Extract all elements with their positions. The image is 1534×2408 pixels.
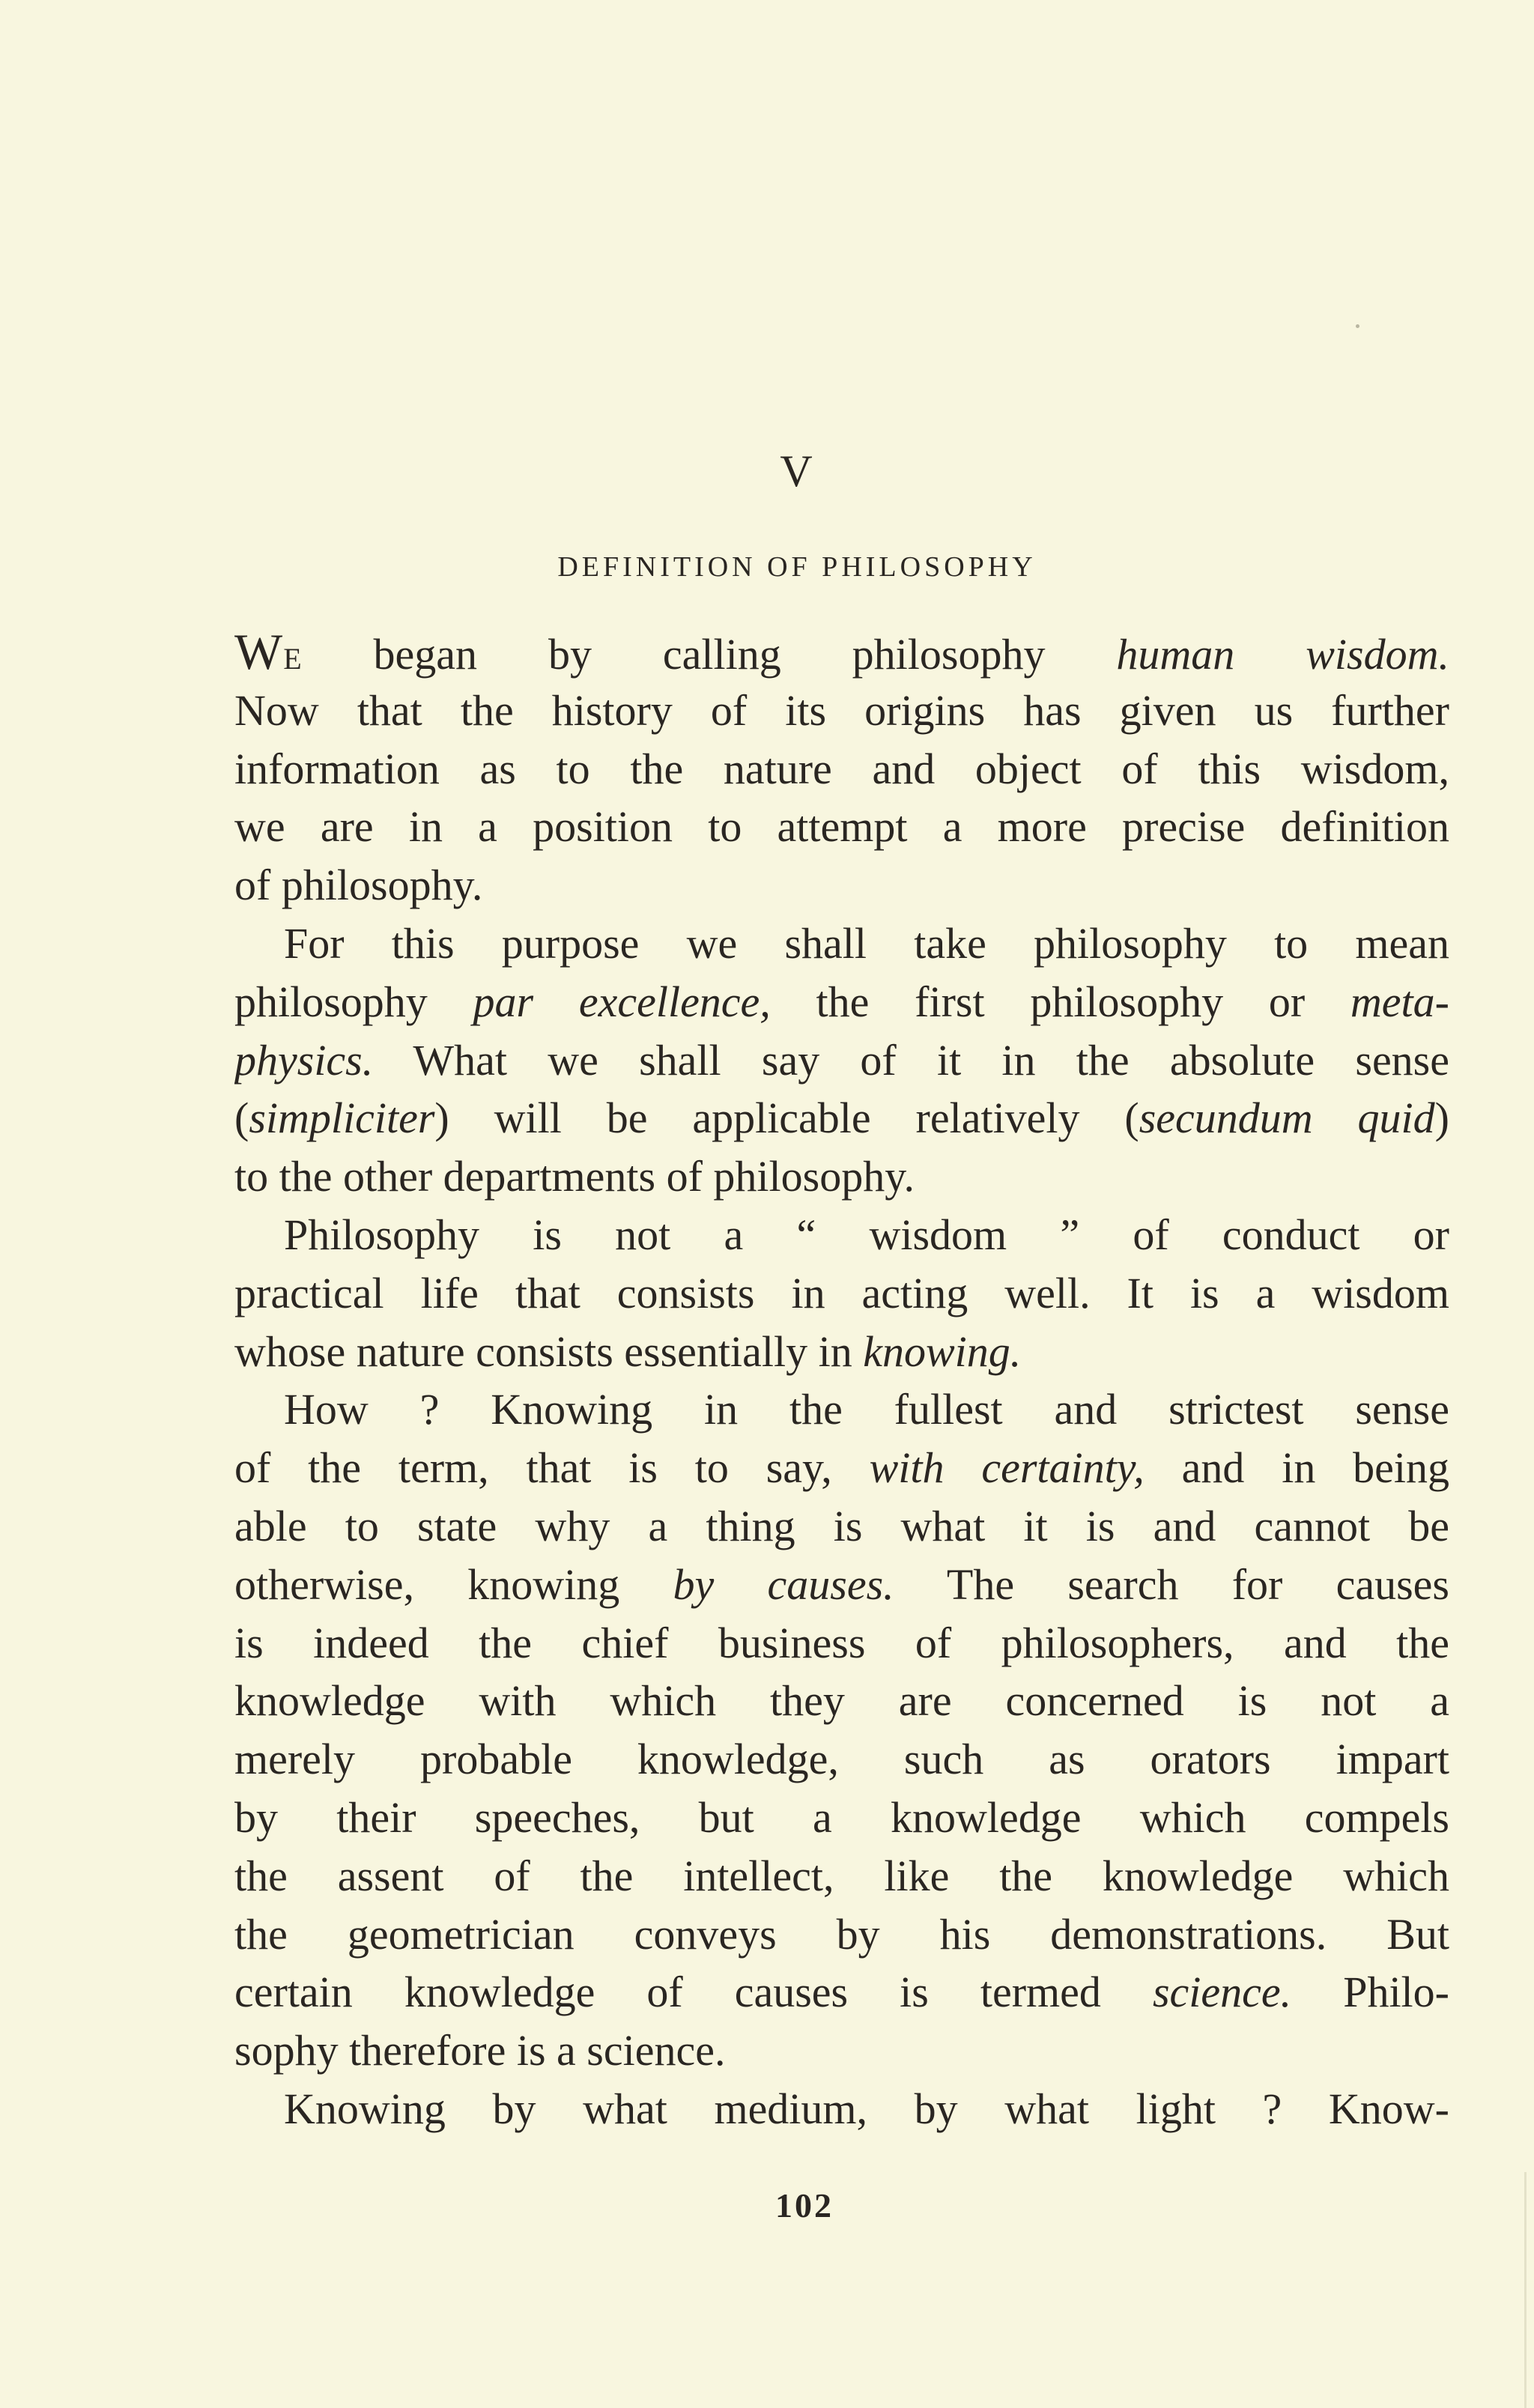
text-segment: certain knowledge of causes is termed xyxy=(234,1968,1153,2017)
italic-text: secundum quid xyxy=(1139,1094,1435,1143)
italic-text: physics. xyxy=(234,1035,374,1085)
text-segment: ) will be applicable relatively ( xyxy=(434,1094,1139,1143)
text-line xyxy=(234,623,1449,682)
small-capital: E xyxy=(283,642,303,676)
text-segment: ( xyxy=(234,1094,249,1143)
italic-text: with certainty, xyxy=(869,1443,1145,1493)
text-line xyxy=(234,1614,1449,1672)
text-segment: For this purpose we shall take philosophy to mean xyxy=(284,918,1449,968)
text-line xyxy=(234,2080,1449,2138)
text-segment: Philosophy is not a “ wisdom ” of conduct or xyxy=(284,1210,1449,1259)
text-segment: sophy therefore is a science. xyxy=(234,2026,726,2075)
text-segment: the geometrician conveys by his demonstrations. But xyxy=(234,1909,1449,1959)
text-line xyxy=(234,1380,1449,1439)
page-edge-shadow xyxy=(1524,2172,1527,2408)
chapter-title: DEFINITION OF PHILOSOPHY xyxy=(557,551,1037,583)
text-segment: we are in a position to attempt a more precise definition xyxy=(234,802,1449,852)
italic-text: par excellence, xyxy=(473,977,771,1026)
initial-capital: W xyxy=(234,623,284,680)
text-segment: of the term, that is to say, xyxy=(234,1443,870,1493)
italic-text: by causes. xyxy=(673,1559,894,1609)
text-line xyxy=(234,1789,1449,1847)
text-line xyxy=(234,740,1449,798)
italic-text: knowing. xyxy=(863,1326,1022,1376)
italic-text: science. xyxy=(1152,1968,1292,2017)
text-line xyxy=(234,1847,1449,1905)
paragraph xyxy=(234,623,1449,915)
text-segment: to the other departments of philosophy. xyxy=(234,1152,915,1201)
text-line xyxy=(234,1439,1449,1497)
text-segment: the first philosophy or xyxy=(770,977,1350,1026)
text-segment: by their speeches, but a knowledge which compels xyxy=(234,1792,1449,1842)
text-line xyxy=(234,1031,1449,1090)
text-segment: merely probable knowledge, such as orators impart xyxy=(234,1735,1449,1784)
text-segment: What we shall say of it in the absolute sense xyxy=(373,1035,1449,1085)
paragraph xyxy=(234,1206,1449,1380)
text-line xyxy=(234,1264,1449,1323)
text-line xyxy=(234,798,1449,856)
text-line xyxy=(234,973,1449,1031)
text-line xyxy=(234,682,1449,740)
text-line xyxy=(234,1730,1449,1789)
italic-text: simpliciter xyxy=(249,1094,435,1143)
text-segment: whose nature consists essentially in xyxy=(234,1326,864,1376)
italic-text: meta- xyxy=(1350,977,1449,1026)
text-line xyxy=(234,1556,1449,1614)
text-line xyxy=(234,1089,1449,1147)
text-segment: information as to the nature and object of this wisdom, xyxy=(234,744,1449,793)
page-number: 102 xyxy=(775,2186,834,2224)
text-line xyxy=(234,2022,1449,2080)
text-segment: The search for causes xyxy=(894,1559,1449,1609)
text-line xyxy=(234,1672,1449,1730)
text-segment: How ? Knowing in the fullest and strictest sense xyxy=(284,1385,1449,1434)
paragraph xyxy=(234,1380,1449,2080)
text-segment: is indeed the chief business of philosophers, and the xyxy=(234,1618,1449,1667)
text-segment: otherwise, knowing xyxy=(234,1559,673,1609)
text-line xyxy=(234,1905,1449,1964)
text-segment: of philosophy. xyxy=(234,861,483,910)
text-line xyxy=(234,856,1449,915)
text-segment: able to state why a thing is what it is and cannot be xyxy=(234,1501,1449,1550)
text-line xyxy=(234,1323,1449,1381)
text-segment: practical life that consists in acting well. It is a wisdom xyxy=(234,1268,1449,1317)
text-segment: philosophy xyxy=(234,977,473,1026)
text-segment: Now that the history of its origins has given us further xyxy=(234,685,1449,735)
text-segment: Philo- xyxy=(1291,1968,1449,2017)
paper-speck xyxy=(1356,324,1359,328)
chapter-number: V xyxy=(780,446,814,496)
text-segment: the assent of the intellect, like the knowledge which xyxy=(234,1851,1449,1900)
text-segment: ) xyxy=(1434,1094,1449,1143)
paragraph xyxy=(234,2080,1449,2138)
paragraph xyxy=(234,915,1449,1206)
text-line xyxy=(234,1963,1449,2022)
text-segment: Knowing by what medium, by what light ? Know- xyxy=(284,2084,1449,2133)
text-line xyxy=(234,915,1449,973)
text-line xyxy=(234,1497,1449,1556)
italic-text: human wisdom. xyxy=(1116,630,1449,679)
body-text xyxy=(234,623,1449,2138)
text-line xyxy=(234,1206,1449,1264)
text-segment: and in being xyxy=(1144,1443,1449,1493)
text-line xyxy=(234,1147,1449,1206)
text-segment: began by calling philosophy xyxy=(302,630,1117,679)
text-segment: knowledge with which they are concerned is not a xyxy=(234,1676,1449,1726)
